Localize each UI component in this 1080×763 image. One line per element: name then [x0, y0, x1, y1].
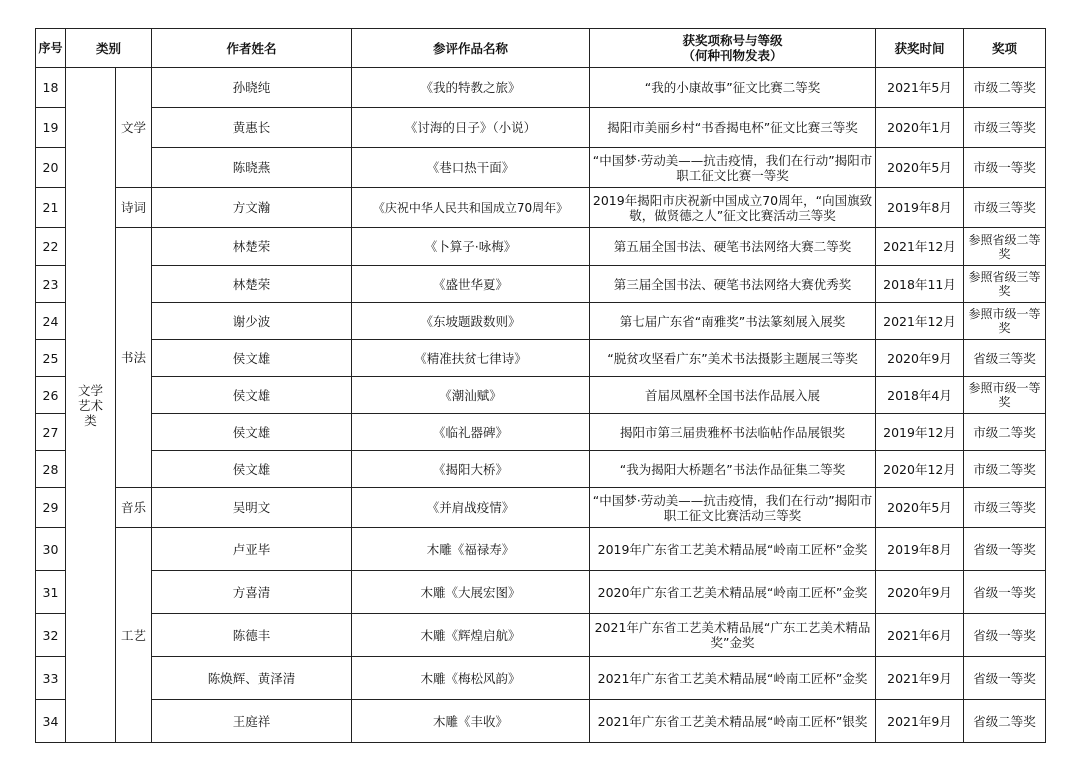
cell-seq: 18: [36, 68, 66, 108]
table-row: [36, 377, 1046, 414]
cell-level: 省级三等奖: [964, 340, 1046, 377]
cell-work: 《庆祝中华人民共和国成立70周年》: [352, 188, 590, 228]
cell-work: 《讨海的日子》（小说）: [352, 108, 590, 148]
cell-author: 林楚荣: [152, 228, 352, 266]
cell-time: 2020年12月: [876, 451, 964, 488]
cell-seq: 27: [36, 414, 66, 451]
cell-level: 省级一等奖: [964, 571, 1046, 614]
cell-seq: 20: [36, 148, 66, 188]
cell-award: “中国梦·劳动美——抗击疫情，我们在行动”揭阳市职工征文比赛活动三等奖: [590, 488, 876, 528]
cell-author: 侯文雄: [152, 414, 352, 451]
table-row: [36, 188, 1046, 228]
cell-time: 2021年12月: [876, 303, 964, 340]
cell-time: 2021年12月: [876, 228, 964, 266]
award-table-sheet: [35, 28, 1046, 743]
cell-level: 市级三等奖: [964, 188, 1046, 228]
header-seq: 序号: [36, 29, 66, 68]
subcategory-music: 音乐: [116, 488, 152, 528]
cell-author: 吴明文: [152, 488, 352, 528]
cell-author: 黄惠长: [152, 108, 352, 148]
subcategory-poetry: 诗词: [116, 188, 152, 228]
cell-work: 《潮汕赋》: [352, 377, 590, 414]
header-category: 类别: [66, 29, 152, 68]
cell-award: 2021年广东省工艺美术精品展“岭南工匠杯”金奖: [590, 657, 876, 700]
cell-seq: 25: [36, 340, 66, 377]
cell-work: 木雕《大展宏图》: [352, 571, 590, 614]
table-row: [36, 228, 1046, 266]
cell-author: 侯文雄: [152, 451, 352, 488]
header-time: 获奖时间: [876, 29, 964, 68]
cell-work: 《精准扶贫七律诗》: [352, 340, 590, 377]
cell-time: 2020年5月: [876, 148, 964, 188]
cell-seq: 28: [36, 451, 66, 488]
cell-time: 2018年11月: [876, 266, 964, 303]
cell-award: 2021年广东省工艺美术精品展“岭南工匠杯”银奖: [590, 700, 876, 743]
cell-award: “我的小康故事”征文比赛二等奖: [590, 68, 876, 108]
cell-level: 市级一等奖: [964, 148, 1046, 188]
cell-level: 市级二等奖: [964, 414, 1046, 451]
table-row: [36, 68, 1046, 108]
cell-level: 市级二等奖: [964, 451, 1046, 488]
cell-author: 侯文雄: [152, 340, 352, 377]
cell-level: 省级一等奖: [964, 657, 1046, 700]
cell-seq: 31: [36, 571, 66, 614]
cell-time: 2020年9月: [876, 340, 964, 377]
cell-award: 揭阳市第三届贵雅杯书法临帖作品展银奖: [590, 414, 876, 451]
header-level: 奖项: [964, 29, 1046, 68]
cell-work: 《巷口热干面》: [352, 148, 590, 188]
cell-author: 林楚荣: [152, 266, 352, 303]
header-award: [590, 29, 876, 68]
table-row: [36, 340, 1046, 377]
cell-level: 省级一等奖: [964, 528, 1046, 571]
cell-award: “脱贫攻坚看广东”美术书法摄影主题展三等奖: [590, 340, 876, 377]
cell-author: 陈德丰: [152, 614, 352, 657]
cell-time: 2021年6月: [876, 614, 964, 657]
cell-work: 木雕《福禄寿》: [352, 528, 590, 571]
cell-level: 省级一等奖: [964, 614, 1046, 657]
cell-award: 第三届全国书法、硬笔书法网络大赛优秀奖: [590, 266, 876, 303]
cell-seq: 22: [36, 228, 66, 266]
cell-award: 2020年广东省工艺美术精品展“岭南工匠杯”金奖: [590, 571, 876, 614]
cell-time: 2019年12月: [876, 414, 964, 451]
cell-work: 《临礼器碑》: [352, 414, 590, 451]
cell-work: 木雕《梅松风韵》: [352, 657, 590, 700]
award-table: [35, 28, 1046, 743]
cell-author: 侯文雄: [152, 377, 352, 414]
table-row: [36, 414, 1046, 451]
table-row: [36, 700, 1046, 743]
header-award-line2: （何种刊物发表）: [682, 48, 783, 63]
header-author: 作者姓名: [152, 29, 352, 68]
table-row: [36, 148, 1046, 188]
header-row: [36, 29, 1046, 68]
cell-time: 2020年1月: [876, 108, 964, 148]
cell-award: 揭阳市美丽乡村“书香揭电杯”征文比赛三等奖: [590, 108, 876, 148]
cell-seq: 34: [36, 700, 66, 743]
cell-time: 2019年8月: [876, 188, 964, 228]
cell-author: 方文瀚: [152, 188, 352, 228]
cell-seq: 21: [36, 188, 66, 228]
subcategory-literature: 文学: [116, 68, 152, 188]
table-row: [36, 303, 1046, 340]
cell-seq: 29: [36, 488, 66, 528]
table-row: [36, 451, 1046, 488]
cell-level: 参照市级一等奖: [964, 377, 1046, 414]
cell-level: 市级三等奖: [964, 108, 1046, 148]
main-category-label: 文学艺术类: [77, 382, 103, 428]
cell-work: 木雕《丰收》: [352, 700, 590, 743]
cell-level: 参照省级三等奖: [964, 266, 1046, 303]
cell-seq: 24: [36, 303, 66, 340]
cell-time: 2021年5月: [876, 68, 964, 108]
cell-award: 第五届全国书法、硬笔书法网络大赛二等奖: [590, 228, 876, 266]
table-row: [36, 571, 1046, 614]
subcategory-calligraphy: 书法: [116, 228, 152, 488]
cell-level: 参照省级二等奖: [964, 228, 1046, 266]
cell-author: 谢少波: [152, 303, 352, 340]
cell-time: 2019年8月: [876, 528, 964, 571]
cell-author: 王庭祥: [152, 700, 352, 743]
cell-time: 2018年4月: [876, 377, 964, 414]
cell-seq: 26: [36, 377, 66, 414]
cell-time: 2020年5月: [876, 488, 964, 528]
table-row: [36, 657, 1046, 700]
cell-author: 陈晓燕: [152, 148, 352, 188]
cell-award: 2019年广东省工艺美术精品展“岭南工匠杯”金奖: [590, 528, 876, 571]
header-work: 参评作品名称: [352, 29, 590, 68]
cell-level: 市级二等奖: [964, 68, 1046, 108]
main-category-cell: [66, 68, 116, 743]
cell-seq: 32: [36, 614, 66, 657]
cell-work: 《揭阳大桥》: [352, 451, 590, 488]
cell-work: 木雕《辉煌启航》: [352, 614, 590, 657]
cell-work: 《我的特教之旅》: [352, 68, 590, 108]
cell-award: 2019年揭阳市庆祝新中国成立70周年，“向国旗致敬，做贤德之人”征文比赛活动三等奖: [590, 188, 876, 228]
cell-seq: 23: [36, 266, 66, 303]
cell-seq: 19: [36, 108, 66, 148]
cell-author: 方喜清: [152, 571, 352, 614]
table-row: [36, 528, 1046, 571]
cell-level: 参照市级一等奖: [964, 303, 1046, 340]
cell-work: 《卜算子·咏梅》: [352, 228, 590, 266]
cell-award: “中国梦·劳动美——抗击疫情，我们在行动”揭阳市职工征文比赛一等奖: [590, 148, 876, 188]
table-row: [36, 614, 1046, 657]
cell-seq: 33: [36, 657, 66, 700]
subcategory-craft: 工艺: [116, 528, 152, 743]
cell-level: 市级三等奖: [964, 488, 1046, 528]
cell-time: 2020年9月: [876, 571, 964, 614]
cell-author: 陈焕辉、黄泽清: [152, 657, 352, 700]
cell-award: “我为揭阳大桥题名”书法作品征集二等奖: [590, 451, 876, 488]
cell-time: 2021年9月: [876, 657, 964, 700]
cell-author: 孙晓纯: [152, 68, 352, 108]
cell-author: 卢亚毕: [152, 528, 352, 571]
header-award-line1: 获奖项称号与等级: [682, 33, 783, 48]
cell-work: 《东坡题跋数则》: [352, 303, 590, 340]
table-row: [36, 266, 1046, 303]
cell-work: 《并肩战疫情》: [352, 488, 590, 528]
table-row: [36, 108, 1046, 148]
cell-level: 省级二等奖: [964, 700, 1046, 743]
cell-work: 《盛世华夏》: [352, 266, 590, 303]
cell-award: 首届凤凰杯全国书法作品展入展: [590, 377, 876, 414]
cell-award: 2021年广东省工艺美术精品展“广东工艺美术精品奖”金奖: [590, 614, 876, 657]
table-row: [36, 488, 1046, 528]
cell-time: 2021年9月: [876, 700, 964, 743]
cell-award: 第七届广东省“南雅奖”书法篆刻展入展奖: [590, 303, 876, 340]
cell-seq: 30: [36, 528, 66, 571]
